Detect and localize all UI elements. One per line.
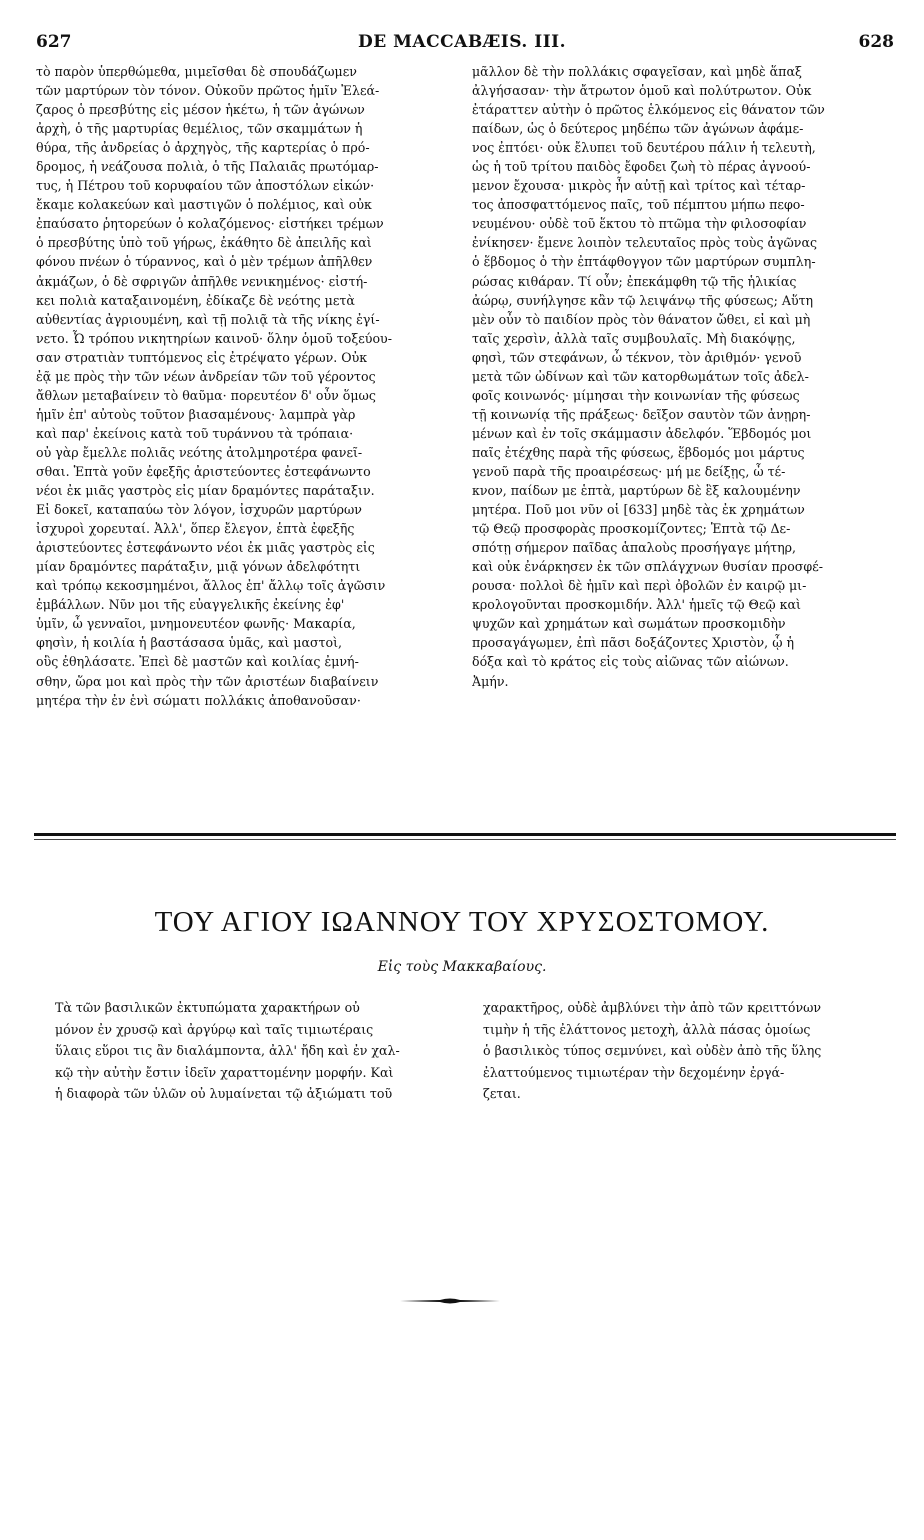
text-line: Εἰ δοκεῖ, καταπαύω τὸν λόγον, ἰσχυρῶν μαρτύρων bbox=[36, 502, 362, 518]
text-line: ψυχῶν καὶ χρημάτων καὶ σωμάτων προσκομιδὴν bbox=[472, 616, 786, 632]
text-line: παῖς ἐτέχθης παρὰ τῆς φύσεως, ἕβδομός μοι μάρτυς bbox=[472, 444, 805, 460]
text-line: σαν στρατιὰν τυπτόμενος εἰς ἐτρέψατο γέρων. Οὐκ bbox=[36, 349, 368, 365]
text-line: ἐλαττούμενος τιμιωτέραν τὴν δεχομένην ἐργά- bbox=[483, 1064, 785, 1080]
text-line: νος ἐπτόει· οὐκ ἔλυπει τοῦ δευτέρου πάλιν ἡ τελευτὴ, bbox=[472, 140, 816, 156]
page-number-right: 628 bbox=[858, 32, 894, 52]
text-line: προσαγάγωμεν, ἐπὶ πᾶσι δοξάζοντες Χριστὸν, ᾧ ἡ bbox=[472, 635, 795, 651]
text-line: φόνου πνέων ὁ τύραννος, καὶ ὁ μὲν τρέμων ἀπῆλθεν bbox=[36, 254, 373, 270]
text-line: αὐθεντίας ἀγριουμένη, καὶ τῇ πολιᾷ τὰ τῆς νίκης ἐγί- bbox=[36, 311, 380, 327]
right-text-column bbox=[472, 62, 890, 691]
text-line: νετο. Ὦ τρόπου νικητηρίων καινοῦ· ὅλην ὁμοῦ τοξεύου- bbox=[36, 330, 392, 346]
text-line: φησὶν, ἡ κοιλία ἡ βαστάσασα ὑμᾶς, καὶ μαστοὶ, bbox=[36, 635, 343, 651]
text-line: ἡ διαφορὰ τῶν ὑλῶν οὐ λυμαίνεται τῷ ἀξιώματι τοῦ bbox=[55, 1086, 393, 1101]
text-line: μητέρα. Ποῦ μοι νῦν οἱ [633] μηδὲ τὰς ἐκ χρημάτων bbox=[472, 502, 805, 518]
text-line: θύρα, τῆς ἀνδρείας ὁ ἀρχηγὸς, τῆς καρτερίας ὁ πρό- bbox=[36, 140, 370, 156]
text-line: τῷ Θεῷ προσφορὰς προσκομίζοντες; Ἑπτὰ τῷ Δε- bbox=[472, 521, 791, 537]
text-line: οὐ γὰρ ἔμελλε πολιᾶς νεότης ἀτολμηροτέρα φανεῖ- bbox=[36, 444, 363, 460]
text-line: Τὰ τῶν βασιλικῶν ἐκτυπώματα χαρακτήρων οὐ bbox=[55, 1000, 360, 1015]
section-divider-thin bbox=[34, 839, 896, 840]
text-line: τιμὴν ἡ τῆς ἐλάττονος μετοχὴ, ἀλλὰ πάσας ὁμοίως bbox=[483, 1021, 811, 1037]
text-line: σθαι. Ἑπτὰ γοῦν ἐφεξῆς ἀριστεύοντες ἐστεφάνωντο bbox=[36, 463, 371, 479]
end-ornament bbox=[400, 1297, 500, 1305]
text-line: ἐνίκησεν· ἔμενε λοιπὸν τελευταῖος πρὸς τοὺς ἀγῶνας bbox=[472, 235, 818, 251]
text-line: ὕλαις εὕροι τις ἂν διαλάμποντα, ἀλλ' ἤδη καὶ ἐν χαλ- bbox=[55, 1043, 400, 1058]
left-text-column bbox=[36, 62, 464, 710]
section-left-column bbox=[55, 997, 470, 1105]
text-line: ρουσα· πολλοὶ δὲ ἡμῖν καὶ περὶ ὀβολῶν ἐν καιρῷ μι- bbox=[472, 578, 807, 594]
text-line: ἄθλων μεταβαίνειν τὸ θαῦμα· πορευτέον δ' οὖν ὅμως bbox=[36, 387, 376, 403]
text-line: ὑμῖν, ὦ γενναῖοι, μνημονευτέον φωνῆς· Μακαρία, bbox=[36, 616, 356, 632]
text-line: κνον, παίδων με ἑπτὰ, μαρτύρων δὲ ἓξ καλουμένην bbox=[472, 483, 801, 499]
text-line: σθην, ὥρα μοι καὶ πρὸς τὴν τῶν ἀριστέων διαβαίνειν bbox=[36, 673, 379, 689]
text-line: μένων καὶ ἐν τοῖς σκάμμασιν ἀδελφόν. Ἕβδομός μοι bbox=[472, 425, 812, 441]
text-line: τῶν μαρτύρων τὸν τόνον. Οὐκοῦν πρῶτος ἡμῖν Ἐλεά- bbox=[36, 83, 380, 99]
text-line: δόξα καὶ τὸ κράτος εἰς τοὺς αἰῶνας τῶν αἰώνων. bbox=[472, 654, 789, 670]
text-line: ταῖς χερσὶν, ἀλλὰ ταῖς συμβουλαῖς. Μὴ διακόψῃς, bbox=[472, 330, 796, 346]
text-line: μᾶλλον δὲ τὴν πολλάκις σφαγεῖσαν, καὶ μηδὲ ἅπαξ bbox=[472, 64, 802, 79]
text-line: οὓς ἐθηλάσατε. Ἐπεὶ δὲ μαστῶν καὶ κοιλίας ἐμνή- bbox=[36, 654, 359, 670]
text-line: τῇ κοινωνίᾳ τῆς πράξεως· δεῖξον σαυτὸν τῶν ἀνῃρη- bbox=[472, 406, 811, 422]
text-line: ἀκμάζων, ὁ δὲ σφριγῶν ἀπῆλθε νενικημένος· εἰστή- bbox=[36, 273, 368, 289]
text-line: ὡς ἡ τοῦ τρίτου παιδὸς ἔφοδει ζωὴ τὸ πέρας ἀγνοού- bbox=[472, 159, 811, 175]
text-line: Ἀμήν. bbox=[472, 673, 509, 689]
text-line: φοῖς κοινωνός· μίμησαι τὴν κοινωνίαν τῆς φύσεως bbox=[472, 387, 800, 403]
text-line: ἰσχυροὶ χορευταί. Ἀλλ', ὅπερ ἔλεγον, ἑπτὰ ἐφεξῆς bbox=[36, 521, 355, 537]
text-line: ἐτάραττεν αὐτὴν ὁ πρῶτος ἑλκόμενος εἰς θάνατον τῶν bbox=[472, 102, 825, 118]
text-line: μενον ἔχουσα· μικρὸς ἦν αὐτῇ καὶ τρίτος καὶ τέταρ- bbox=[472, 178, 806, 194]
text-line: τὸ παρὸν ὑπερθώμεθα, μιμεῖσθαι δὲ σπουδάζωμεν bbox=[36, 64, 357, 79]
text-line: φησὶ, τῶν στεφάνων, ὦ τέκνον, τὸν ἀριθμόν· γενοῦ bbox=[472, 349, 802, 365]
text-line: ὁ ἕβδομος ὁ τὴν ἐπτάφθογγον τῶν μαρτύρων συμπλη- bbox=[472, 254, 816, 270]
text-line: μόνον ἐν χρυσῷ καὶ ἀργύρῳ καὶ ταῖς τιμιωτέραις bbox=[55, 1021, 374, 1037]
text-line: γενοῦ παρὰ τῆς προαιρέσεως· μή με δείξῃς, ὦ τέ- bbox=[472, 463, 786, 479]
text-line: ἔκαμε κολακεύων καὶ μαστιγῶν ὁ πολέμιος, καὶ οὐκ bbox=[36, 197, 372, 213]
text-line: καὶ οὐκ ἐνάρκησεν ἐκ τῶν σπλάγχνων θυσίαν προσφέ- bbox=[472, 559, 823, 575]
text-line: καὶ τρόπῳ κεκοσμημένοι, ἄλλος ἐπ' ἄλλῳ τοῖς ἀγῶσιν bbox=[36, 578, 386, 594]
text-line: ἀρχὴ, ὁ τῆς μαρτυρίας θεμέλιος, τῶν σκαμμάτων ἡ bbox=[36, 121, 363, 137]
text-line: μητέρα τὴν ἐν ἑνὶ σώματι πολλάκις ἀποθανοῦσαν· bbox=[36, 692, 361, 708]
text-line: νέοι ἐκ μιᾶς γαστρὸς εἰς μίαν δραμόντες παράταξιν. bbox=[36, 483, 375, 499]
text-line: δρομος, ἡ νεάζουσα πολιὰ, ὁ τῆς Παλαιᾶς πρωτόμαρ- bbox=[36, 159, 379, 175]
text-line: ἀριστεύοντες ἐστεφάνωντο νέοι ἐκ μιᾶς γαστρὸς εἰς bbox=[36, 540, 375, 556]
page-number-left: 627 bbox=[36, 32, 72, 52]
section-right-column bbox=[483, 997, 893, 1105]
text-line: ἐμβάλλων. Νῦν μοι τῆς εὐαγγελικῆς ἐκείνης ἐφ' bbox=[36, 597, 345, 613]
text-line: ζεται. bbox=[483, 1086, 521, 1101]
section-subtitle: Εἰς τοὺς Μακκαβαίους. bbox=[377, 959, 547, 975]
text-line: ἀώρῳ, συνήλγησε κἂν τῷ λειψάνῳ τῆς φύσεως; Αὕτη bbox=[472, 292, 814, 308]
text-line: ὁ πρεσβύτης ὑπὸ τοῦ γήρως, ἐκάθητο δὲ ἀπειλῆς καὶ bbox=[36, 235, 372, 251]
text-line: μὲν οὖν τὸ παιδίον πρὸς τὸν θάνατον ὤθει, εἰ καὶ μὴ bbox=[472, 311, 811, 327]
text-line: κρολογοῦνται προσκομιδήν. Ἀλλ' ἡμεῖς τῷ Θεῷ καὶ bbox=[472, 597, 801, 613]
text-line: σπότῃ σήμερον παῖδας ἁπαλοὺς προσήγαγε μήτηρ, bbox=[472, 540, 797, 556]
section-divider bbox=[34, 833, 896, 836]
text-line: κει πολιὰ καταξαινομένη, ἐδίκαζε δὲ νεότης μετὰ bbox=[36, 292, 355, 308]
text-line: κῷ τὴν αὐτὴν ἔστιν ἰδεῖν χαραττομένην μορφήν. Καὶ bbox=[55, 1064, 394, 1080]
text-line: ἐπαύσατο ῥητορεύων ὁ κολαζόμενος· εἰστήκει τρέμων bbox=[36, 216, 384, 232]
text-line: χαρακτῆρος, οὐδὲ ἀμβλύνει τὴν ἀπὸ τῶν κρειττόνων bbox=[483, 1000, 822, 1015]
section-title: ΤΟΥ ΑΓΙΟΥ ΙΩΑΝΝΟΥ ΤΟΥ ΧΡΥΣΟΣΤΟΜΟΥ. bbox=[154, 906, 770, 938]
text-line: μετὰ τῶν ὠδίνων καὶ τῶν κατορθωμάτων τοῖς ἀδελ- bbox=[472, 368, 809, 384]
text-line: ἡμῖν ἐπ' αὐτοὺς τοῦτον βιασαμένους· λαμπρὰ γὰρ bbox=[36, 406, 356, 422]
text-line: ρώσας κιθάραν. Τί οὖν; ἐπεκάμφθη τῷ τῆς ἡλικίας bbox=[472, 273, 797, 289]
text-line: ὁ βασιλικὸς τύπος σεμνύνει, καὶ οὐδὲν ἀπὸ τῆς ὕλης bbox=[483, 1043, 822, 1058]
text-line: τος ἀποσφαττόμενος παῖς, τοῦ πέμπτου μήπω πεφο- bbox=[472, 197, 805, 213]
text-line: ἐᾷ με πρὸς τὴν τῶν νέων ἀνδρείαν τῶν τοῦ γέροντος bbox=[36, 368, 376, 384]
running-title: DE MACCABÆIS. III. bbox=[357, 32, 567, 52]
text-line: καὶ παρ' ἐκείνοις κατὰ τοῦ τυράννου τὰ τρόπαια· bbox=[36, 425, 354, 441]
text-line: ἀλγήσασαν· τὴν ἄτρωτον ὁμοῦ καὶ πολύτρωτον. Οὐκ bbox=[472, 83, 812, 99]
text-line: παίδων, ὡς ὁ δεύτερος μηδέπω τῶν ἀγώνων ἀφάμε- bbox=[472, 121, 804, 137]
text-line: νευμένου· οὐδὲ τοῦ ἕκτου τὸ πτῶμα τὴν φιλοσοφίαν bbox=[472, 216, 807, 232]
text-line: ζαρος ὁ πρεσβύτης εἰς μέσον ἡκέτω, ἡ τῶν ἀγώνων bbox=[36, 102, 365, 118]
text-line: τυς, ἡ Πέτρου τοῦ κορυφαίου τῶν ἀποστόλων εἰκών· bbox=[36, 178, 375, 194]
text-line: μίαν δραμόντες παράταξιν, μιᾷ γόνων ἀδελφότητι bbox=[36, 559, 361, 575]
